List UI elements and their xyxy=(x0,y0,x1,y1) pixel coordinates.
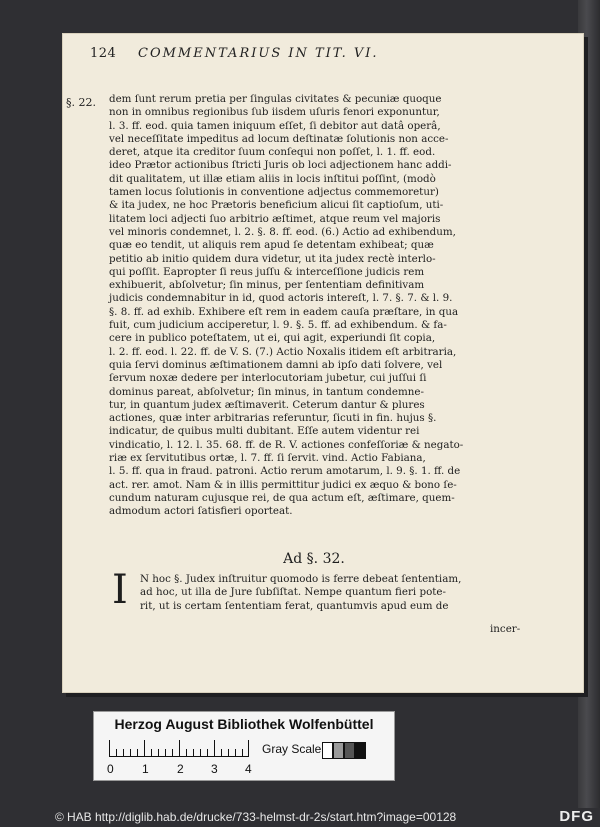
text-line: ſervum noxæ dedere per interlocutoriam jubetur, cui juſſui ſi xyxy=(109,372,427,385)
text-line: cundum naturam cujusque rei, de qua actum eſt, æſtimare, quem- xyxy=(109,491,455,504)
gray-scale-label: Gray Scale xyxy=(262,742,322,756)
ruler xyxy=(109,740,249,757)
text-line: dominus pareat, abſolvetur; ſin minus, in tantum condemne- xyxy=(109,385,424,398)
text-line: l. 5. ff. qua in fraud. patroni. Actio rerum amotarum, l. 9. §. 1. ff. de xyxy=(109,465,461,478)
section-heading-text: Ad §. 32. xyxy=(283,551,345,567)
text-line: act. rer. amot. Nam & in illis permittitur judici ex æquo & bono ſe- xyxy=(109,478,457,491)
text-line: fuit, cum judicium acciperetur, l. 9. §. 5. ff. ad exhibendum. & fa- xyxy=(109,319,447,332)
drop-cap: I xyxy=(112,567,128,613)
text-line: rit, ut is certam ſententiam ferat, quantumvis apud eum de xyxy=(140,599,449,612)
dfg-logo: DFG xyxy=(559,808,594,825)
text-line: tur, in quantum judex æſtimaverit. Ceterum dantur & plures xyxy=(109,398,425,411)
text-line: quia ſervi dominus æſtimationem damni ab ipſo dati ſolvere, vel xyxy=(109,358,443,371)
ruler-label: 2 xyxy=(177,762,184,776)
section-heading xyxy=(0,551,600,567)
paragraph-text xyxy=(140,573,528,613)
footer-bar xyxy=(0,808,600,827)
text-line: non in omnibus regionibus ſub iisdem uſuris fenori exponuntur, xyxy=(109,106,440,119)
text-line: litatem loci adjecti ſuo arbitrio æſtimet, atque reum vel majoris xyxy=(109,212,441,225)
text-line: petitio ab initio quidem dura videtur, ut ita judex rectè interlo- xyxy=(109,252,436,265)
text-line: ad hoc, ut illa de Jure ſubſiſtat. Nempe quantum fieri pote- xyxy=(140,586,446,599)
text-line: dit qualitatem, ut illæ etiam aliis in locis inſtitui poſſint, (modò xyxy=(109,172,436,185)
ruler-label: 3 xyxy=(211,762,218,776)
text-line: quæ eo tendit, ut aliquis rem apud ſe detentam exhibeat; quæ xyxy=(109,239,434,252)
text-line: indicatur, de quibus multi dubitant. Eſſe autem videntur rei xyxy=(109,425,420,438)
text-line: ideo Prætor actionibus ſtricti Juris ob loci adjectionem hanc addi- xyxy=(109,159,452,172)
text-line: §. 8. ff. ad exhib. Exhibere eſt rem in eadem cauſa præſtare, in qua xyxy=(109,305,459,318)
text-line: judicis condemnabitur in id, quod actoris intereſt, l. 7. §. 7. & l. 9. xyxy=(109,292,453,305)
text-line: N hoc §. Judex inſtruitur quomodo is ferre debeat ſententiam, xyxy=(140,573,462,585)
copyright-symbol: © xyxy=(55,810,64,824)
ruler-label: 0 xyxy=(107,762,114,776)
text-line: l. 3. ff. eod. quia tamen iniquum eſſet, ſi debitor aut datâ operâ, xyxy=(109,119,441,132)
catchword: incer- xyxy=(490,623,521,635)
text-line: exhibuerit, abſolvetur; ſin minus, per ſententiam definitivam xyxy=(109,279,425,292)
ruler-label: 1 xyxy=(142,762,149,776)
gray-swatch xyxy=(322,742,333,759)
page-header xyxy=(90,46,560,64)
text-line: vel neceſſitate impeditus ad locum deſtinatæ ſolutionis non acce- xyxy=(109,132,449,145)
gray-swatch xyxy=(333,742,344,759)
library-name: Herzog August Bibliothek Wolfenbüttel xyxy=(114,716,374,732)
running-title: COMMENTARIUS IN TIT. VI. xyxy=(138,46,379,61)
source-link[interactable]: HAB http://diglib.hab.de/drucke/733-helmst-dr-2s/start.htm?image=00128 xyxy=(67,810,457,824)
text-line: & ita judex, ne hoc Prætoris beneficium alicui ſit captioſum, uti- xyxy=(109,199,444,212)
library-scale-card xyxy=(93,711,395,781)
text-line: vel minoris condemnet, l. 2. §. 8. ff. eod. (6.) Actio ad exhibendum, xyxy=(109,225,456,238)
text-line: riæ ex ſervitutibus ortæ, l. 7. ff. ſi ſervit. vind. Actio Fabiana, xyxy=(109,452,426,465)
text-line: admodum actori ſatisfieri oporteat. xyxy=(109,505,293,518)
page-number: 124 xyxy=(90,46,117,61)
section-marker: §. 22. xyxy=(66,96,96,109)
text-line: tamen locus ſolutionis in conventione adjectus commemoretur) xyxy=(109,186,439,199)
text-line: deret, atque ita creditor ſuum conſequi non poſſet, l. 1. ff. eod. xyxy=(109,146,436,159)
gray-swatch xyxy=(355,742,366,759)
commentary-text xyxy=(109,93,527,519)
text-line: dem ſunt rerum pretia per ſingulas civitates & pecuniæ quoque xyxy=(109,93,442,105)
text-line: l. 2. ff. eod. l. 22. ff. de V. S. (7.) Actio Noxalis itidem eſt arbitraria, xyxy=(109,345,457,358)
text-line: cere in publico poteſtatem, ut ei, qui agit, experiundi ſit copia, xyxy=(109,332,436,345)
gray-swatch xyxy=(344,742,355,759)
text-line: actiones, quæ inter arbitrarias referuntur, ſicuti in fin. hujus §. xyxy=(109,412,437,425)
text-line: qui poſſit. Eapropter ſi reus juſſu & interceſſione judicis rem xyxy=(109,265,425,278)
text-line: vindicatio, l. 12. l. 35. 68. ff. de R. V. actiones confeſſoriæ & negato- xyxy=(109,438,464,451)
ruler-label: 4 xyxy=(245,762,252,776)
